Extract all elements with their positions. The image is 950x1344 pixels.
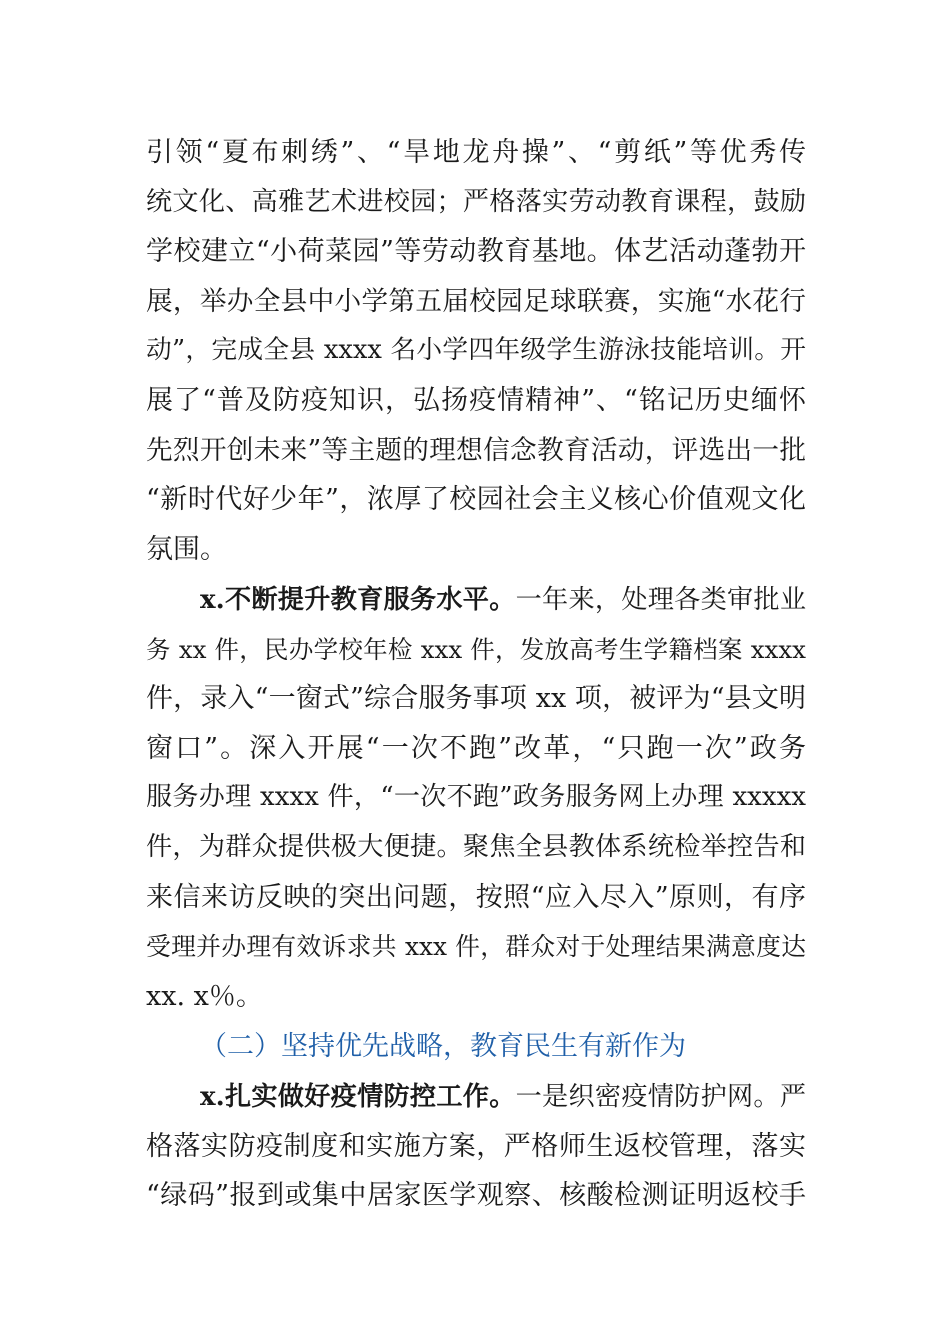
text-line: 展了“普及防疫知识，弘扬疫情精神”、“铭记历史缅怀 [146,384,806,416]
text-line: 来信来访反映的突出问题，按照“应入尽入”原则，有序 [146,881,806,913]
text-line: 件，为群众提供极大便捷。聚焦全县教体系统检举控告和 [146,831,806,862]
text-line: 展，举办全县中小学第五届校园足球联赛，实施“水花行 [146,285,806,317]
text-run: 一年来，处理各类审批业 [515,585,807,615]
text-line: 引领“夏布刺绣”、“旱地龙舟操”、“剪纸”等优秀传 [146,137,806,168]
text-line: “新时代好少年”，浓厚了校园社会主义核心价值观文化 [146,484,806,516]
section-heading-block [146,1022,806,1072]
text-line: “绿码”报到或集中居家医学观察、核酸检测证明返校手 [146,1180,806,1212]
text-line-first [146,575,806,625]
text-line: 动”，完成全县 xxxx 名小学四年级学生游泳技能培训。开 [146,335,806,366]
text-line: 件，录入“一窗式”综合服务事项 xx 项，被评为“县文明 [146,683,806,715]
text-line: 窗口”。深入开展“一次不跑”改革，“只跑一次”政务 [146,732,806,764]
text-line: 统文化、高雅艺术进校园；严格落实劳动教育课程，鼓励 [146,186,806,217]
paragraph-lead-title: x.不断提升教育服务水平。 [200,584,516,615]
text-line: 服务办理 xxxx 件，“一次不跑”政务服务网上办理 xxxxx [146,782,806,813]
text-line: 先烈开创未来”等主题的理想信念教育活动，评选出一批 [146,434,806,466]
paragraph-arts-education [146,128,806,574]
text-line: 务 xx 件，民办学校年检 xxx 件，发放高考生学籍档案 xxxx [146,634,806,664]
text-line: xx. x％。 [146,980,263,1012]
section-heading: （二）坚持优先战略，教育民生有新作为 [200,1031,686,1062]
paragraph-education-services [146,575,806,1021]
text-line: 受理并办理有效诉求共 xxx 件，群众对于处理结果满意度达 [146,932,806,962]
paragraph-lead-title: x.扎实做好疫情防控工作。 [200,1081,516,1112]
text-run: 一是织密疫情防护网。严 [515,1082,807,1112]
paragraph-epidemic-control [146,1072,806,1221]
text-line-first [146,1072,806,1122]
text-line: 氛围。 [146,533,227,565]
text-line: 格落实防疫制度和实施方案，严格师生返校管理，落实 [146,1130,806,1162]
text-line: 学校建立“小荷菜园”等劳动教育基地。体艺活动蓬勃开 [146,236,806,268]
